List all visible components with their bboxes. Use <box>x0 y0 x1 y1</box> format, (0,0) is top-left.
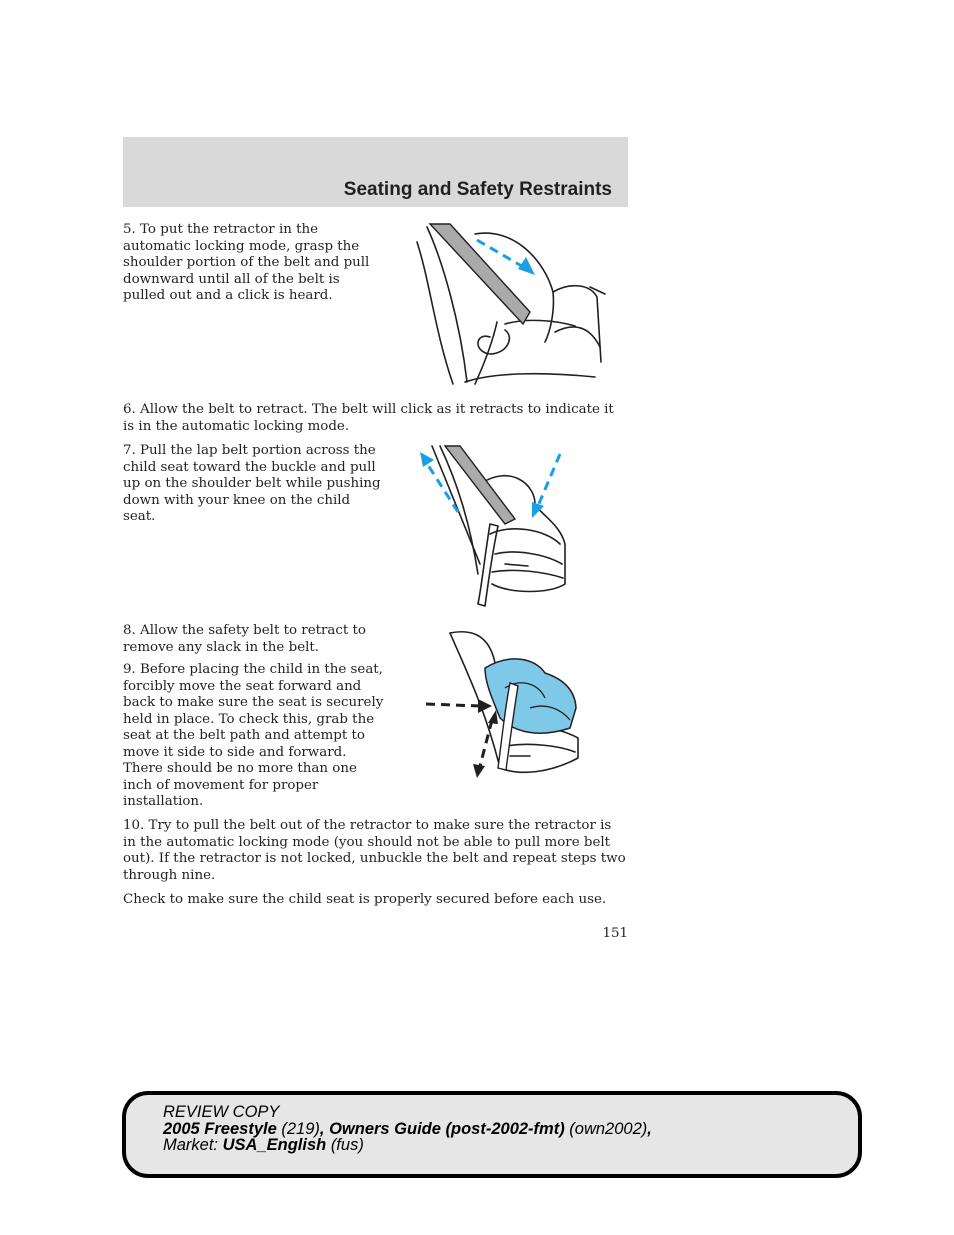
section-title: Seating and Safety Restraints <box>343 179 612 200</box>
step-6-text: 6. Allow the belt to retract. The belt will click as it retracts to indicate it is in the automatic locking mode. <box>123 402 614 434</box>
review-copy-label: REVIEW COPY <box>163 1103 280 1121</box>
closing-check-text: Check to make sure the child seat is properly secured before each use. <box>123 892 607 907</box>
step-8-text: 8. Allow the safety belt to retract to remove any slack in the belt. <box>123 623 366 655</box>
review-copy-text <box>163 1104 652 1154</box>
guide-code: (own2002) <box>569 1119 648 1138</box>
market-label: Market: <box>163 1136 219 1154</box>
page-number: 151 <box>602 926 628 941</box>
step-9-text: 9. Before placing the child in the seat, forcibly move the seat forward and back to make sure the seat is securely held in place. To check this, grab the seat at the belt path and attempt to move it side to side and forward. There should be no more than one inch of movement for proper installation. <box>123 662 384 809</box>
market-name: USA_English <box>222 1136 327 1154</box>
review-copy-box <box>122 1091 862 1178</box>
step-10-text: 10. Try to pull the belt out of the retractor to make sure the retractor is in the automatic locking mode (you should not be able to pull more belt out). If the retractor is not locked, unbuckle the belt and repeat steps two through nine. <box>123 818 626 883</box>
review-model-line <box>163 1121 652 1138</box>
market-code: (fus) <box>330 1136 364 1154</box>
figure-pull-lap-belt <box>410 444 575 609</box>
separator-1: , <box>319 1119 325 1138</box>
section-header-band <box>123 137 628 207</box>
review-market-line <box>163 1137 652 1154</box>
figure-retractor-lock <box>405 222 610 387</box>
separator-2: , <box>647 1119 652 1138</box>
step-7-text: 7. Pull the lap belt portion across the child seat toward the buckle and pull up on the shoulder belt while pushing down with your knee on the child seat. <box>123 443 381 524</box>
step-5-text: 5. To put the retractor in the automatic locking mode, grasp the shoulder portion of the belt and pull downward until all of the belt is pulled out and a click is heard. <box>123 222 370 303</box>
model-code: (219) <box>281 1119 320 1138</box>
model-name: 2005 Freestyle <box>163 1119 277 1138</box>
guide-name: Owners Guide (post-2002-fmt) <box>329 1119 565 1138</box>
figure-check-seat-movement <box>420 628 585 783</box>
